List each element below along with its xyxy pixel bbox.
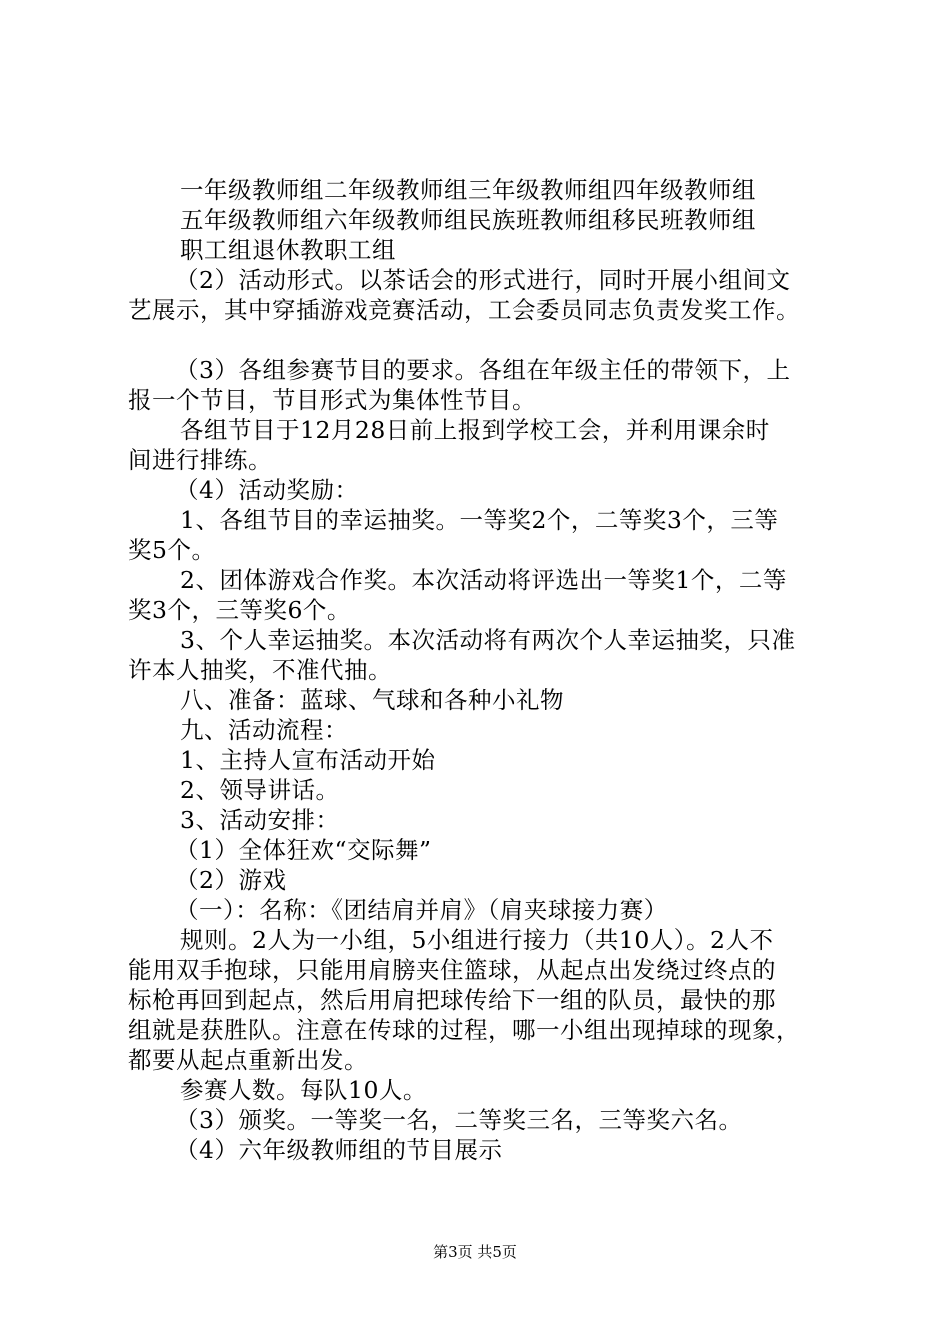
- paragraph-line: 九、活动流程：: [180, 716, 348, 744]
- paragraph-line: 间进行排练。: [128, 446, 272, 474]
- paragraph-line: （一）：名称：《团结肩并肩》（肩夹球接力赛）: [175, 896, 668, 924]
- paragraph-line: （2）游戏: [175, 866, 287, 894]
- paragraph-line: （1）全体狂欢“交际舞”: [175, 836, 432, 864]
- paragraph-line: 一年级教师组二年级教师组三年级教师组四年级教师组: [180, 176, 756, 204]
- paragraph-line: （3）各组参赛节目的要求。各组在年级主任的带领下，上: [175, 356, 791, 384]
- paragraph-line: （2）活动形式。以茶话会的形式进行，同时开展小组间文: [175, 266, 791, 294]
- paragraph-line: （4）活动奖励：: [175, 476, 359, 504]
- paragraph-line: 2、领导讲话。: [180, 776, 340, 804]
- paragraph-line: 标枪再回到起点，然后用肩把球传给下一组的队员，最快的那: [128, 986, 776, 1014]
- paragraph-line: 3、活动安排：: [180, 806, 340, 834]
- paragraph-line: 都要从起点重新出发。: [128, 1046, 368, 1074]
- paragraph-line: 各组节目于12月28日前上报到学校工会，并利用课余时: [180, 416, 770, 444]
- page-footer: 第3页 共5页: [433, 1243, 517, 1261]
- paragraph-line: 许本人抽奖，不准代抽。: [128, 656, 392, 684]
- paragraph-line: 3、个人幸运抽奖。本次活动将有两次个人幸运抽奖，只准: [180, 626, 796, 654]
- paragraph-line: 奖3个，三等奖6个。: [128, 596, 351, 624]
- paragraph-gap: [128, 325, 840, 355]
- paragraph-line: 参赛人数。每队10人。: [180, 1076, 427, 1104]
- paragraph-line: （3）颁奖。一等奖一名，二等奖三名，三等奖六名。: [175, 1106, 743, 1134]
- paragraph-line: 艺展示，其中穿插游戏竞赛活动，工会委员同志负责发奖工作。: [128, 296, 800, 324]
- paragraph-line: 八、准备：蓝球、气球和各种小礼物: [180, 686, 564, 714]
- paragraph-line: （4）六年级教师组的节目展示: [175, 1136, 503, 1164]
- paragraph-line: 组就是获胜队。注意在传球的过程，哪一小组出现掉球的现象，: [128, 1016, 800, 1044]
- paragraph-line: 1、各组节目的幸运抽奖。一等奖2个，二等奖3个，三等: [180, 506, 779, 534]
- paragraph-line: 奖5个。: [128, 536, 216, 564]
- paragraph-line: 报一个节目，节目形式为集体性节目。: [128, 386, 536, 414]
- paragraph-line: 五年级教师组六年级教师组民族班教师组移民班教师组: [180, 206, 756, 234]
- paragraph-line: 规则。2人为一小组，5小组进行接力（共10人）。2人不: [180, 926, 774, 954]
- paragraph-line: 1、主持人宣布活动开始: [180, 746, 436, 774]
- document-body: [128, 175, 840, 1165]
- paragraph-line: 2、团体游戏合作奖。本次活动将评选出一等奖1个，二等: [180, 566, 787, 594]
- paragraph-line: 职工组退休教职工组: [180, 236, 396, 264]
- paragraph-line: 能用双手抱球，只能用肩膀夹住篮球，从起点出发绕过终点的: [128, 956, 776, 984]
